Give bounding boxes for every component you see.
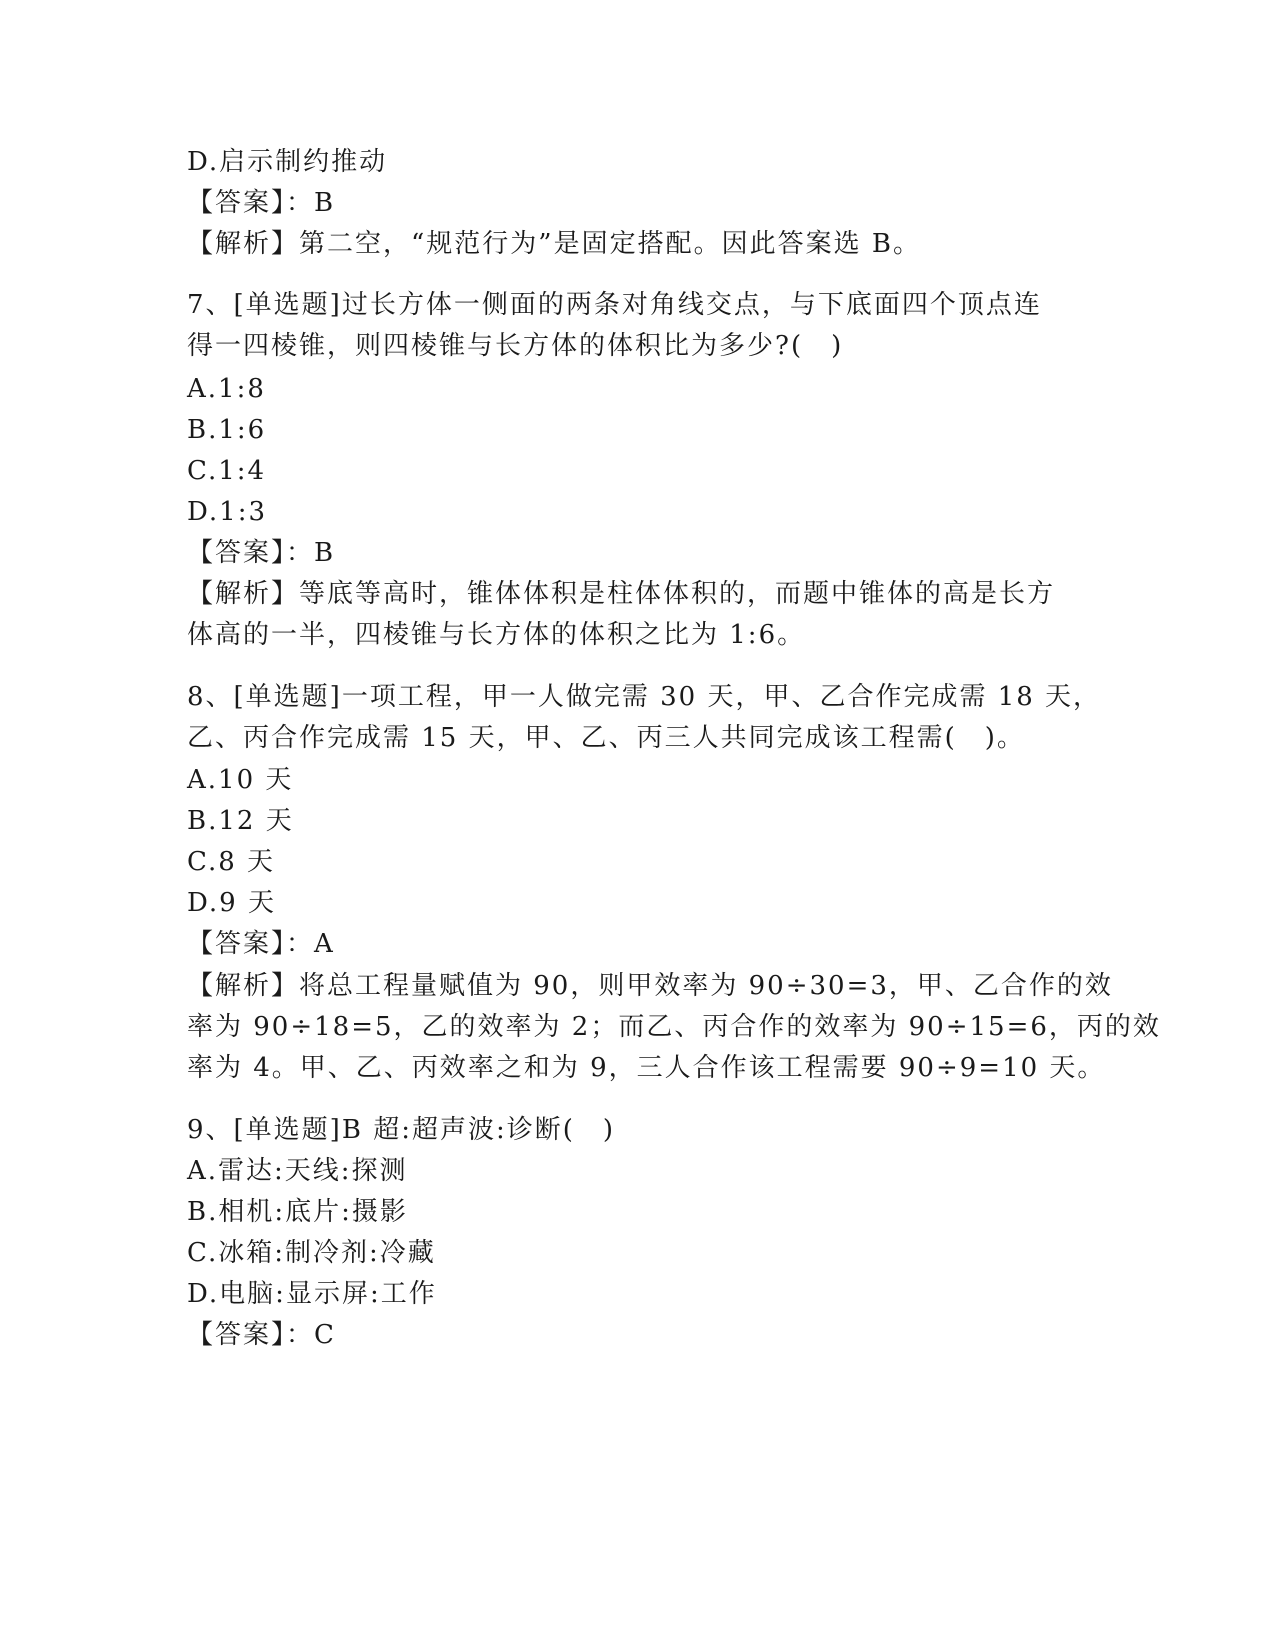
q6-explanation: 【解析】第二空，“规范行为”是固定搭配。因此答案选 B。 — [187, 229, 921, 259]
q7-option-b: B.1:6 — [187, 415, 267, 445]
q9-option-b: B.相机:底片:摄影 — [187, 1197, 408, 1227]
q8-explanation-line3: 率为 4。甲、乙、丙效率之和为 9，三人合作该工程需要 90÷9=10 天。 — [187, 1053, 1106, 1083]
q8-explanation-line1: 【解析】将总工程量赋值为 90，则甲效率为 90÷30=3，甲、乙合作的效 — [187, 971, 1113, 1001]
q7-explanation-line2: 体高的一半，四棱锥与长方体的体积之比为 1:6。 — [187, 620, 806, 650]
q7-explanation-line1: 【解析】等底等高时，锥体体积是柱体体积的，而题中锥体的高是长方 — [187, 579, 1056, 609]
q9-option-a: A.雷达:天线:探测 — [187, 1156, 408, 1186]
q9-stem: 9、[单选题]B 超:超声波:诊断( ) — [187, 1115, 616, 1145]
q7-stem-line1: 7、[单选题]过长方体一侧面的两条对角线交点，与下底面四个顶点连 — [187, 290, 1042, 320]
q8-stem-line1: 8、[单选题]一项工程，甲一人做完需 30 天，甲、乙合作完成需 18 天， — [187, 682, 1102, 712]
q9-answer: 【答案】：C — [187, 1320, 336, 1350]
q7-stem-line2: 得一四棱锥，则四棱锥与长方体的体积比为多少?( ) — [187, 331, 844, 361]
q8-option-d: D.9 天 — [187, 888, 276, 918]
q8-option-b: B.12 天 — [187, 806, 294, 836]
q7-option-c: C.1:4 — [187, 456, 267, 486]
q9-option-d: D.电脑:显示屏:工作 — [187, 1279, 437, 1309]
q8-option-a: A.10 天 — [187, 765, 294, 795]
q8-stem-line2: 乙、丙合作完成需 15 天，甲、乙、丙三人共同完成该工程需( )。 — [187, 723, 1025, 753]
q7-option-d: D.1:3 — [187, 497, 268, 527]
q6-answer: 【答案】：B — [187, 188, 336, 218]
q7-answer: 【答案】：B — [187, 538, 336, 568]
q9-option-c: C.冰箱:制冷剂:冷藏 — [187, 1238, 436, 1268]
q7-option-a: A.1:8 — [187, 374, 266, 404]
q8-option-c: C.8 天 — [187, 847, 276, 877]
q8-answer: 【答案】：A — [187, 929, 335, 959]
q6-option-d: D.启示制约推动 — [187, 147, 388, 177]
q8-explanation-line2: 率为 90÷18=5，乙的效率为 2；而乙、丙合作的效率为 90÷15=6，丙的效 — [187, 1012, 1161, 1042]
